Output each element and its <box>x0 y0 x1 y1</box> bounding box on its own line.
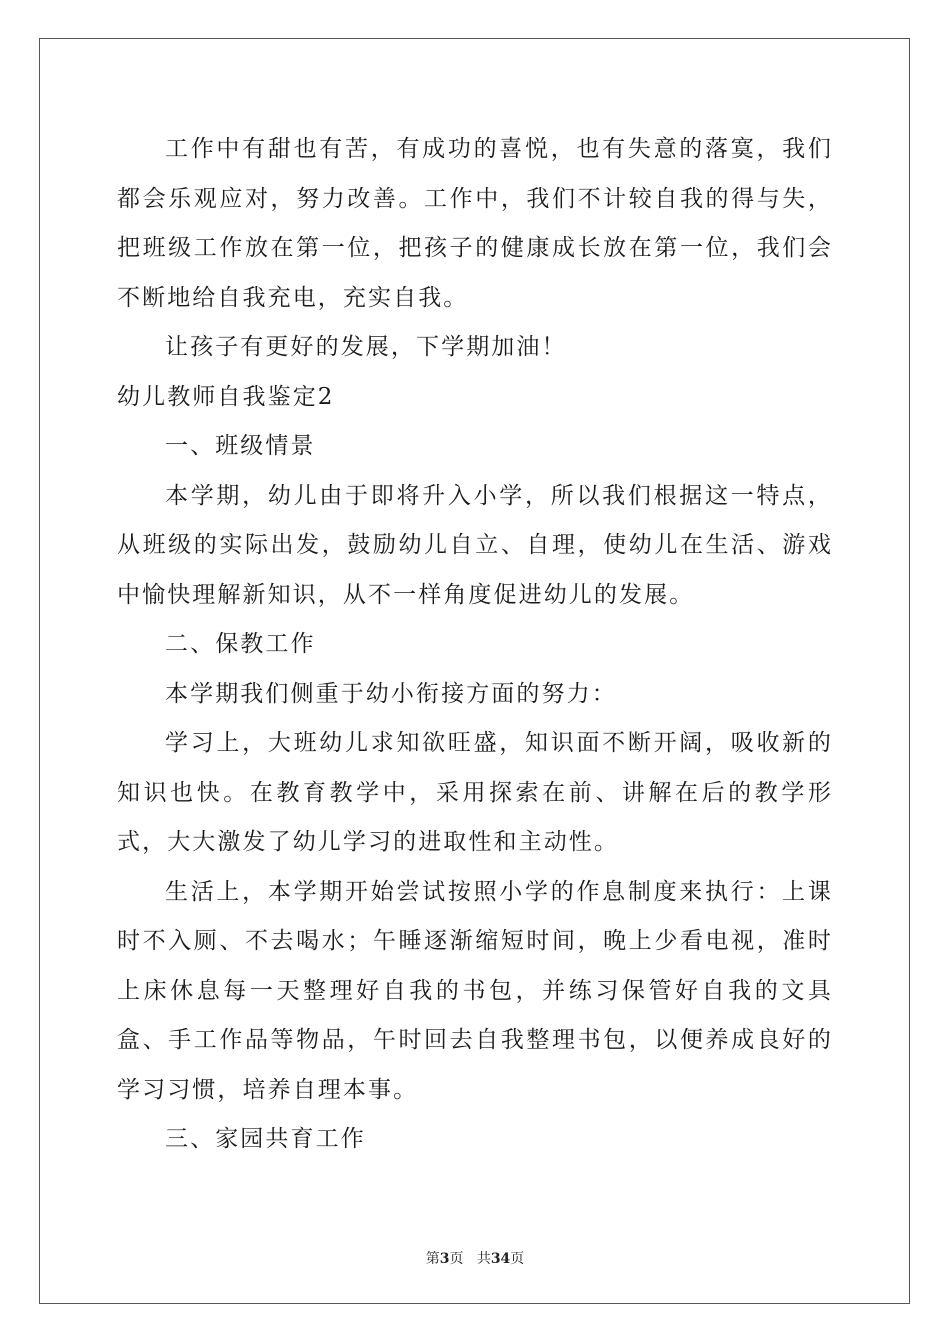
document-body <box>117 125 833 1165</box>
document-heading: 幼儿教师自我鉴定2 <box>117 383 335 410</box>
paragraph: 让孩子有更好的发展，下学期加油！ <box>165 334 567 360</box>
section-heading: 二、保教工作 <box>165 631 316 657</box>
paragraph: 本学期我们侧重于幼小衔接方面的努力： <box>165 680 617 707</box>
page-footer <box>0 1248 950 1268</box>
footer-prefix: 第 <box>425 1251 440 1267</box>
paragraph: 本学期，幼儿由于即将升入小学，所以我们根据这一特点，从班级的实际出发，鼓励幼儿自立、自理，使幼儿在生活、游戏中愉快理解新知识，从不一样角度促进幼儿的发展。 <box>117 482 833 608</box>
footer-total-unit: 页 <box>510 1251 525 1267</box>
paragraph: 学习上，大班幼儿求知欲旺盛，知识面不断开阔，吸收新的知识也快。在教育教学中，采用探索在前、讲解在后的教学形式，大大激发了幼儿学习的进取性和主动性。 <box>117 730 833 855</box>
footer-page-unit: 页 <box>449 1251 464 1267</box>
footer-total-prefix: 共 <box>476 1251 491 1267</box>
total-page-count: 34 <box>490 1251 511 1267</box>
section-heading: 三、家园共育工作 <box>165 1126 366 1152</box>
current-page-number: 3 <box>439 1251 450 1267</box>
section-heading: 一、班级情景 <box>165 433 316 459</box>
paragraph: 生活上，本学期开始尝试按照小学的作息制度来执行：上课时不入厕、不去喝水；午睡逐渐缩短时间，晚上少看电视，准时上床休息每一天整理好自我的书包，并练习保管好自我的文具盒、手工作品等物品，午时回去自我整理书包，以便养成良好的学习习惯，培养自理本事。 <box>117 878 833 1103</box>
paragraph: 工作中有甜也有苦，有成功的喜悦，也有失意的落寞，我们都会乐观应对，努力改善。工作中，我们不计较自我的得与失，把班级工作放在第一位，把孩子的健康成长放在第一位，我们会不断地给自我充电，充实自我。 <box>117 136 833 311</box>
